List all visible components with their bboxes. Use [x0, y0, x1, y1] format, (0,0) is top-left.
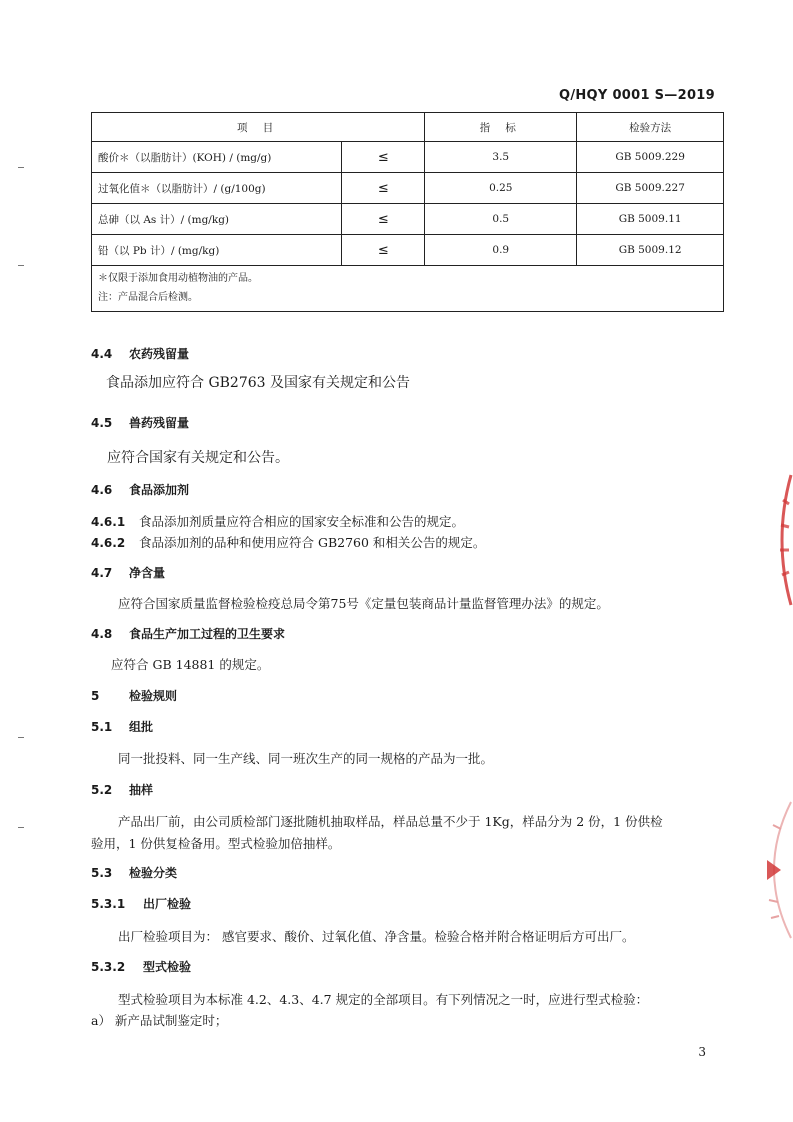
- table-notes-row: [92, 266, 724, 312]
- section-4-6-heading: 4.6 食品添加剂: [91, 483, 190, 497]
- header-indicator: 指 标: [425, 113, 577, 142]
- note-asterisk: ＊仅限于添加食用动植物油的产品。: [98, 273, 258, 284]
- row-value: 3.5: [425, 142, 577, 173]
- row-operator: ≤: [342, 204, 425, 235]
- red-stamp-fragment-bottom: [753, 800, 793, 940]
- section-5-3-heading: 5.3 检验分类: [91, 866, 178, 880]
- margin-mark: [18, 827, 24, 828]
- section-5-3-1-heading: 5.3.1 出厂检验: [91, 897, 192, 911]
- row-value: 0.9: [425, 235, 577, 266]
- row-operator: ≤: [342, 142, 425, 173]
- document-code: Q/HQY 0001 S—2019: [558, 88, 715, 103]
- section-4-7-text: 应符合国家质量监督检验检疫总局令第75号《定量包装商品计量监督管理办法》的规定。: [118, 596, 609, 611]
- row-operator: ≤: [342, 235, 425, 266]
- row-item: 铅（以 Pb 计）/ (mg/kg): [92, 235, 342, 266]
- section-4-5-text: 应符合国家有关规定和公告。: [107, 450, 289, 466]
- page-number: 3: [698, 1045, 706, 1059]
- row-value: 0.5: [425, 204, 577, 235]
- row-method: GB 5009.12: [577, 235, 724, 266]
- section-4-6-2: 4.6.2 食品添加剂的品种和使用应符合 GB2760 和相关公告的规定。: [91, 535, 486, 550]
- section-5-2-heading: 5.2 抽样: [91, 783, 154, 797]
- section-5-2-text-line1: 产品出厂前，由公司质检部门逐批随机抽取样品，样品总量不少于 1Kg，样品分为 2 份，1 份供检: [118, 814, 663, 829]
- section-4-5-heading: 4.5 兽药残留量: [91, 416, 190, 430]
- margin-mark: [18, 167, 24, 168]
- section-5-3-2-text: 型式检验项目为本标准 4.2、4.3、4.7 规定的全部项目。有下列情况之一时，应进行型式检验：: [118, 992, 649, 1007]
- row-value: 0.25: [425, 173, 577, 204]
- table-row: [92, 235, 724, 266]
- section-5-1-text: 同一批投料、同一生产线、同一班次生产的同一规格的产品为一批。: [118, 751, 494, 766]
- row-item: 过氧化值＊（以脂肪计）/ (g/100g): [92, 173, 342, 204]
- row-method: GB 5009.227: [577, 173, 724, 204]
- section-4-4-heading: 4.4 农药残留量: [91, 347, 190, 361]
- header-item: 项 目: [92, 113, 425, 142]
- red-stamp-fragment-top: [763, 470, 793, 610]
- section-4-6-1: 4.6.1 食品添加剂质量应符合相应的国家安全标准和公告的规定。: [91, 514, 465, 529]
- row-item: 总砷（以 As 计）/ (mg/kg): [92, 204, 342, 235]
- header-method: 检验方法: [577, 113, 724, 142]
- section-5-heading: 5 检验规则: [91, 689, 178, 703]
- section-5-3-2-heading: 5.3.2 型式检验: [91, 960, 192, 974]
- section-4-4-text: 食品添加应符合 GB2763 及国家有关规定和公告: [106, 375, 410, 391]
- row-operator: ≤: [342, 173, 425, 204]
- row-method: GB 5009.229: [577, 142, 724, 173]
- section-5-3-1-text: 出厂检验项目为： 感官要求、酸价、过氧化值、净含量。检验合格并附合格证明后方可出厂。: [118, 929, 635, 944]
- table-notes: [92, 266, 724, 312]
- table-row: [92, 142, 724, 173]
- section-4-7-heading: 4.7 净含量: [91, 566, 166, 580]
- section-4-8-text: 应符合 GB 14881 的规定。: [111, 657, 270, 672]
- row-method: GB 5009.11: [577, 204, 724, 235]
- section-4-8-heading: 4.8 食品生产加工过程的卫生要求: [91, 627, 286, 641]
- note-mixed: 注：产品混合后检测。: [98, 292, 198, 303]
- section-5-3-2-item-a: a） 新产品试制鉴定时；: [91, 1013, 228, 1028]
- section-5-1-heading: 5.1 组批: [91, 720, 154, 734]
- margin-mark: [18, 737, 24, 738]
- margin-mark: [18, 265, 24, 266]
- table-row: [92, 173, 724, 204]
- table-header-row: [92, 113, 724, 142]
- table-row: [92, 204, 724, 235]
- row-item: 酸价＊（以脂肪计）(KOH) / (mg/g): [92, 142, 342, 173]
- section-5-2-text-line2: 验用，1 份供复检备用。型式检验加倍抽样。: [91, 836, 341, 851]
- indicator-table: [91, 112, 724, 312]
